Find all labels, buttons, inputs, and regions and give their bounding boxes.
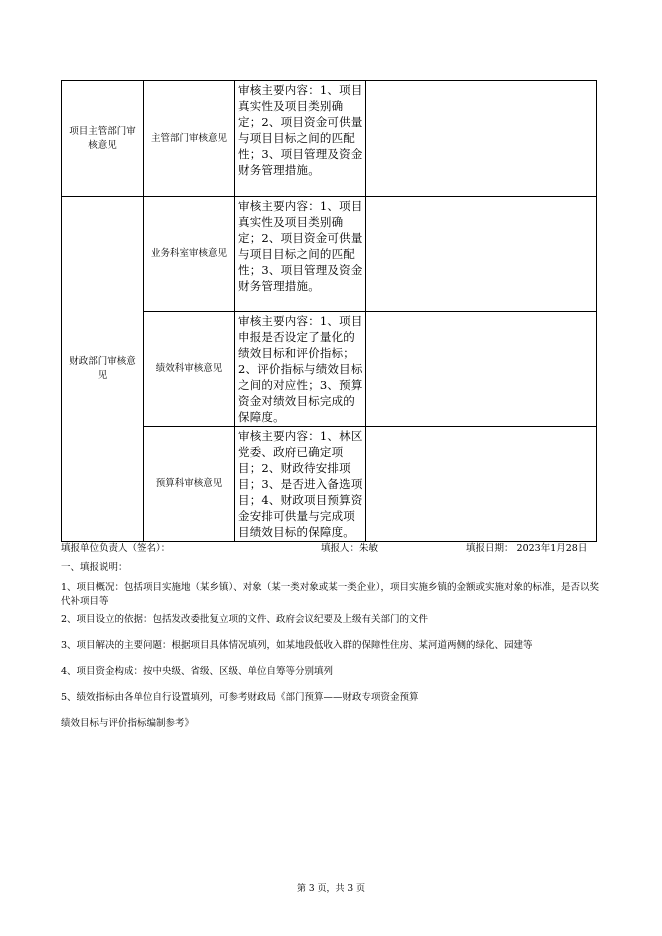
budget-review-opinion[interactable] [366,427,597,542]
business-review-content: 审核主要内容：1、项目真实性及项目类别确定；2、项目资金可供量与项目目标之间的匹配性；3、项目管理及资金财务管理措施。 [235,197,366,312]
note-item-5-cont: 绩效目标与评价指标编制参考》 [61,718,195,729]
finance-group-label: 财政部门审核意见 [62,197,144,542]
performance-review-opinion[interactable] [366,312,597,427]
page-number: 第 3 页，共 3 页 [297,884,365,894]
budget-review-label: 预算科审核意见 [144,427,235,542]
business-review-label: 业务科室审核意见 [144,197,235,312]
notes-heading: 一、填报说明： [61,562,128,573]
note-item-3: 3、项目解决的主要问题：根据项目具体情况填列，如某地段低收入群的保障性住房、某河道两侧的绿化、园建等 [61,640,533,651]
budget-review-content: 审核主要内容：1、林区党委、政府已确定项目；2、财政待安排项目；3、是否进入备选项目；4、财政项目预算资金安排可供量与完成项目绩效目标的保障度。 [235,427,366,542]
review-row-business [62,197,597,312]
note-item-2: 2、项目设立的依据：包括发改委批复立项的文件、政府会议纪要及上级有关部门的文件 [61,614,429,625]
dept-group-label: 项目主管部门审核意见 [62,81,144,197]
note-item-4: 4、项目资金构成：按中央级、省级、区级、单位自筹等分别填列 [61,666,334,677]
responsible-signature: 填报单位负责人（签名）： [61,543,171,554]
fill-date: 填报日期： 2023年1月28日 [466,543,588,554]
signature-footer [61,542,596,556]
performance-review-content: 审核主要内容：1、项目申报是否设定了量化的绩效目标和评价指标；2、评价指标与绩效目标之间的对应性；3、预算资金对绩效目标完成的保障度。 [235,312,366,427]
dept-review-label: 主管部门审核意见 [144,81,235,197]
business-review-opinion[interactable] [366,197,597,312]
performance-review-label: 绩效科审核意见 [144,312,235,427]
dept-review-content: 审核主要内容：1、项目真实性及项目类别确定；2、项目资金可供量与项目目标之间的匹配性；3、项目管理及资金财务管理措施。 [235,81,366,197]
filler-name: 填报人：朱敏 [321,543,379,554]
review-row-dept [62,81,597,197]
dept-review-opinion[interactable] [366,81,597,197]
note-item-5: 5、绩效指标由各单位自行设置填列，可参考财政局《部门预算——财政专项资金预算 [61,692,419,703]
review-table [61,80,597,542]
note-item-1: 1、项目概况：包括项目实施地（某乡镇）、对象（某一类对象或某一类企业），项目实施乡镇的金额或实施对象的标准，是否以奖代补项目等 [61,582,600,607]
